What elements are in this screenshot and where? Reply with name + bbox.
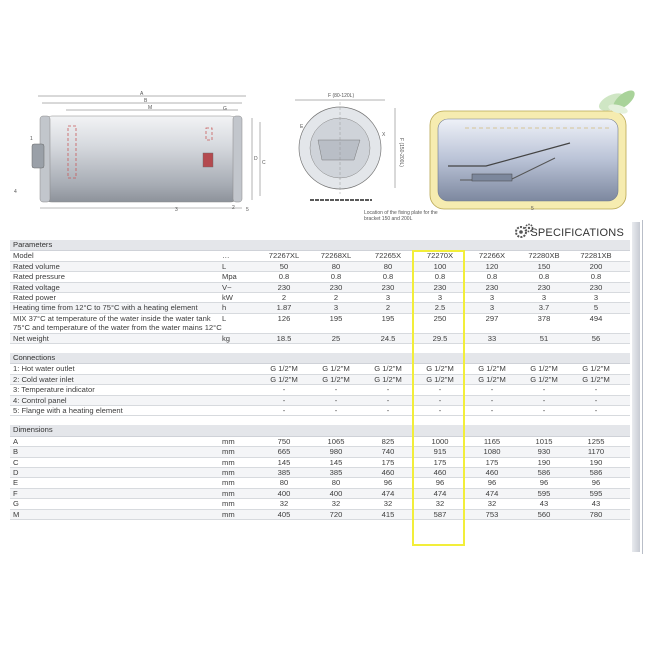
row-unit: mm	[222, 468, 235, 478]
table-cell: G 1/2"M	[582, 374, 610, 384]
table-cell: 190	[589, 457, 603, 467]
table-cell: 750	[277, 436, 291, 446]
table-row	[10, 385, 630, 395]
table-cell: 43	[539, 499, 549, 509]
table-row	[10, 262, 630, 272]
table-cell: 25	[331, 333, 341, 343]
table-cell: 96	[539, 478, 549, 488]
table-cell: 80	[383, 261, 393, 271]
table-cell: 2	[385, 303, 391, 313]
row-unit	[222, 375, 258, 384]
row-label: D	[13, 468, 19, 478]
table-cell: 175	[381, 457, 395, 467]
table-cell: 415	[381, 509, 395, 519]
table-cell: 32	[383, 499, 393, 509]
table-cell: 96	[383, 478, 393, 488]
dim-label-f-small: F (80-120L)	[328, 93, 355, 99]
fixing-plate-caption: Location of the fixing plate for the bracket 150 and 200L	[364, 210, 438, 222]
table-cell: -	[386, 395, 390, 405]
table-cell: -	[594, 385, 598, 395]
table-cell: -	[542, 385, 546, 395]
row-label: G	[13, 499, 19, 509]
row-unit	[222, 406, 258, 415]
table-cell: G 1/2"M	[478, 374, 506, 384]
table-cell: 0.8	[486, 272, 498, 282]
table-cell: G 1/2"M	[270, 374, 298, 384]
table-cell: 297	[485, 313, 499, 323]
table-cell: 0.8	[330, 272, 342, 282]
row-label: Rated volume	[13, 261, 60, 271]
table-row	[10, 272, 630, 282]
table-cell: 72267XL	[268, 251, 300, 261]
table-cell: G 1/2"M	[322, 364, 350, 374]
row-label: Rated voltage	[13, 282, 60, 292]
row-label: 2: Cold water inlet	[13, 374, 74, 384]
specifications-title: SPECIFICATIONS	[530, 227, 624, 239]
table-cell: 474	[381, 488, 395, 498]
table-cell: 150	[537, 261, 551, 271]
table-cell: 96	[591, 478, 601, 488]
table-row	[10, 406, 630, 416]
table-cell: 980	[329, 447, 343, 457]
table-cell: 3	[489, 303, 495, 313]
parameters-rows	[10, 251, 630, 344]
table-cell: 1170	[587, 447, 605, 457]
row-unit: L	[222, 261, 227, 271]
drawings-svg	[10, 88, 642, 223]
table-cell: 175	[433, 457, 447, 467]
row-label: C	[13, 457, 19, 467]
table-cell: 190	[537, 457, 551, 467]
table-cell: -	[490, 395, 494, 405]
table-cell: 460	[433, 468, 447, 478]
table-cell: 175	[485, 457, 499, 467]
row-label: 3: Temperature indicator	[13, 385, 95, 395]
table-cell: 0.8	[382, 272, 394, 282]
table-cell: 32	[435, 499, 445, 509]
table-cell: 2	[333, 293, 339, 303]
table-row	[10, 458, 630, 468]
dim-label-d: D	[254, 156, 258, 162]
table-cell: 72265X	[374, 251, 402, 261]
table-cell: 230	[277, 282, 291, 292]
table-row	[10, 375, 630, 385]
dimensions-rows	[10, 437, 630, 520]
row-unit: kW	[222, 293, 233, 303]
table-cell: 595	[537, 488, 551, 498]
table-row	[10, 251, 630, 261]
table-cell: -	[282, 385, 286, 395]
table-cell: 80	[331, 478, 341, 488]
row-label: Net weight	[13, 333, 49, 343]
table-cell: 780	[589, 509, 603, 519]
table-cell: 72268XL	[320, 251, 352, 261]
table-cell: 195	[329, 313, 343, 323]
table-row	[10, 364, 630, 374]
table-row	[10, 478, 630, 488]
section-label-5: 5	[531, 206, 534, 212]
table-cell: 474	[433, 488, 447, 498]
table-cell: -	[490, 385, 494, 395]
table-cell: 3	[489, 293, 495, 303]
dim-label-f-large: F (150-200L)	[398, 138, 404, 167]
table-cell: 915	[433, 447, 447, 457]
row-label: F	[13, 488, 18, 498]
table-cell: 24.5	[380, 333, 396, 343]
table-row	[10, 396, 630, 406]
table-cell: -	[594, 395, 598, 405]
dim-label-4: 4	[14, 189, 17, 195]
table-cell: 33	[487, 333, 497, 343]
row-unit	[222, 385, 258, 394]
table-cell: 378	[537, 313, 551, 323]
table-cell: 405	[277, 509, 291, 519]
table-cell: -	[542, 395, 546, 405]
table-cell: 3.7	[538, 303, 550, 313]
table-cell: -	[334, 385, 338, 395]
row-label: E	[13, 478, 19, 488]
row-label: Heating time from 12°C to 75°C with a heating element	[13, 303, 198, 313]
dim-label-m: M	[148, 105, 153, 111]
table-cell: 0.8	[434, 272, 446, 282]
table-cell: 80	[279, 478, 289, 488]
table-cell: 96	[435, 478, 445, 488]
table-cell: -	[282, 406, 286, 416]
table-cell: -	[490, 406, 494, 416]
table-cell: -	[438, 406, 442, 416]
table-cell: 400	[277, 488, 291, 498]
table-cell: -	[542, 406, 546, 416]
table-cell: 250	[433, 313, 447, 323]
table-cell: 1165	[483, 436, 501, 446]
table-cell: 96	[487, 478, 497, 488]
table-cell: 586	[589, 468, 603, 478]
table-cell: 145	[277, 457, 291, 467]
table-cell: 587	[433, 509, 447, 519]
table-cell: 230	[537, 282, 551, 292]
table-cell: 230	[485, 282, 499, 292]
dim-label-x: X	[382, 132, 386, 138]
row-label: B	[13, 447, 19, 457]
table-cell: 32	[331, 499, 341, 509]
row-unit: mm	[222, 457, 235, 467]
row-label: Rated pressure	[13, 272, 65, 282]
section-parameters: Parameters	[10, 240, 630, 251]
table-cell: 51	[539, 333, 549, 343]
table-cell: 100	[433, 261, 447, 271]
temperature-indicator-shape	[203, 153, 213, 167]
table-cell: 145	[329, 457, 343, 467]
table-cell: G 1/2"M	[322, 374, 350, 384]
dim-label-a: A	[140, 91, 144, 97]
table-cell: 72266X	[478, 251, 506, 261]
table-cell: 460	[381, 468, 395, 478]
row-unit: mm	[222, 499, 235, 509]
row-unit: L	[222, 313, 227, 323]
table-row	[10, 334, 630, 344]
table-cell: 230	[381, 282, 395, 292]
section-dimensions: Dimensions	[10, 425, 630, 436]
table-cell: 230	[589, 282, 603, 292]
table-cell: G 1/2"M	[478, 364, 506, 374]
leaf-logo	[592, 82, 642, 122]
table-cell: 930	[537, 447, 551, 457]
table-cell: 400	[329, 488, 343, 498]
row-unit	[222, 364, 258, 373]
table-cell: 385	[277, 468, 291, 478]
table-row	[10, 293, 630, 303]
row-unit: Mpa	[222, 272, 237, 282]
row-label: 5: Flange with a heating element	[13, 406, 123, 416]
dim-label-g: G	[223, 106, 227, 112]
table-cell: 0.8	[590, 272, 602, 282]
dim-label-3: 3	[175, 207, 178, 213]
table-cell: 120	[485, 261, 499, 271]
row-unit	[222, 396, 258, 405]
dim-label-2: 2	[232, 205, 235, 211]
table-cell: 3	[437, 293, 443, 303]
table-cell: 29.5	[432, 333, 448, 343]
table-cell: 72280XB	[528, 251, 560, 261]
row-label: Rated power	[13, 293, 57, 303]
table-cell: 56	[591, 333, 601, 343]
table-cell: G 1/2"M	[530, 374, 558, 384]
table-cell: 32	[279, 499, 289, 509]
section-connections: Connections	[10, 353, 630, 364]
table-cell: 740	[381, 447, 395, 457]
section-gap	[10, 416, 630, 425]
dim-label-c: C	[262, 160, 266, 166]
control-panel-shape	[32, 144, 44, 168]
table-cell: -	[334, 406, 338, 416]
table-cell: 72270X	[426, 251, 454, 261]
table-row	[10, 510, 630, 520]
table-row	[10, 314, 630, 334]
dim-label-e: E	[300, 124, 304, 130]
table-cell: 1065	[327, 436, 345, 446]
table-cell: 825	[381, 436, 395, 446]
table-cell: G 1/2"M	[530, 364, 558, 374]
table-row	[10, 499, 630, 509]
technical-drawings	[10, 88, 642, 223]
table-cell: 1.87	[276, 303, 292, 313]
table-cell: G 1/2"M	[426, 374, 454, 384]
table-row	[10, 437, 630, 447]
table-cell: 385	[329, 468, 343, 478]
table-cell: 2.5	[434, 303, 446, 313]
table-cell: 1000	[431, 436, 449, 446]
table-cell: 195	[381, 313, 395, 323]
table-cell: -	[386, 406, 390, 416]
table-cell: G 1/2"M	[582, 364, 610, 374]
table-cell: 50	[279, 261, 289, 271]
table-row	[10, 489, 630, 499]
table-cell: 230	[329, 282, 343, 292]
table-row	[10, 468, 630, 478]
table-cell: -	[282, 395, 286, 405]
table-cell: 18.5	[276, 333, 292, 343]
table-cell: 200	[589, 261, 603, 271]
row-label: 1: Hot water outlet	[13, 364, 75, 374]
table-cell: -	[438, 395, 442, 405]
row-label: 4: Control panel	[13, 395, 67, 405]
row-label: A	[13, 436, 19, 446]
dim-label-b: B	[144, 98, 148, 104]
row-unit: mm	[222, 447, 235, 457]
table-cell: 3	[593, 293, 599, 303]
table-cell: 560	[537, 509, 551, 519]
table-cell: -	[594, 406, 598, 416]
table-row	[10, 283, 630, 293]
table-cell: 586	[537, 468, 551, 478]
table-cell: 665	[277, 447, 291, 457]
row-label: Model	[13, 251, 34, 261]
table-cell: 5	[593, 303, 599, 313]
table-cell: 72281XB	[580, 251, 612, 261]
table-cell: 3	[541, 293, 547, 303]
table-cell: G 1/2"M	[426, 364, 454, 374]
dim-label-1: 1	[30, 136, 33, 142]
table-row	[10, 303, 630, 313]
section-gap	[10, 344, 630, 353]
table-cell: 126	[277, 313, 291, 323]
table-cell: 43	[591, 499, 601, 509]
row-unit: mm	[222, 436, 235, 446]
table-cell: G 1/2"M	[270, 364, 298, 374]
table-cell: G 1/2"M	[374, 374, 402, 384]
table-cell: 3	[333, 303, 339, 313]
table-cell: 80	[331, 261, 341, 271]
table-cell: 1080	[483, 447, 501, 457]
specifications-table	[10, 240, 630, 520]
dim-label-5: 5	[246, 207, 249, 213]
table-cell: 720	[329, 509, 343, 519]
table-cell: 494	[589, 313, 603, 323]
table-cell: 595	[589, 488, 603, 498]
specifications-header	[10, 222, 642, 240]
row-unit: V~	[222, 282, 232, 292]
table-cell: G 1/2"M	[374, 364, 402, 374]
row-label: M	[13, 509, 20, 519]
table-cell: 1015	[535, 436, 553, 446]
row-unit: mm	[222, 478, 235, 488]
table-row	[10, 447, 630, 457]
row-unit: h	[222, 303, 227, 313]
spec-scroll-strip	[632, 222, 640, 552]
table-cell: 0.8	[538, 272, 550, 282]
row-unit: mm	[222, 509, 235, 519]
row-unit: mm	[222, 488, 235, 498]
table-cell: 753	[485, 509, 499, 519]
table-cell: 0.8	[278, 272, 290, 282]
table-cell: 460	[485, 468, 499, 478]
row-unit: kg	[222, 333, 231, 343]
connections-rows	[10, 364, 630, 416]
table-cell: 32	[487, 499, 497, 509]
table-cell: 3	[385, 293, 391, 303]
table-cell: 2	[281, 293, 287, 303]
table-cell: 230	[433, 282, 447, 292]
row-label: MIX 37°C at temperature of the water inside the water tank 75°C and temperature of the water from the water mains 12°C	[13, 313, 222, 333]
table-cell: -	[438, 385, 442, 395]
table-cell: -	[386, 385, 390, 395]
table-cell: 1255	[587, 436, 605, 446]
table-cell: -	[334, 395, 338, 405]
row-unit: …	[222, 251, 230, 261]
table-cell: 474	[485, 488, 499, 498]
